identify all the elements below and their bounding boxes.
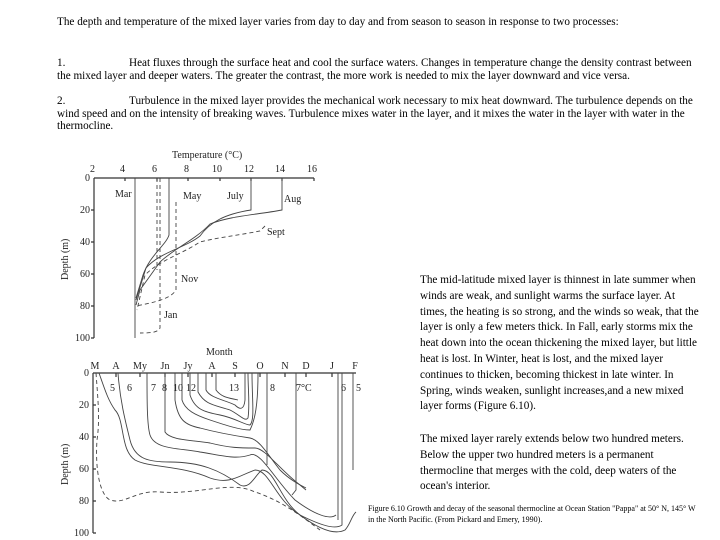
ytick: 100 <box>74 528 89 539</box>
curve-aug <box>136 178 282 305</box>
xtick: 16 <box>307 164 317 175</box>
xtick: O <box>256 361 264 372</box>
xtick: S <box>232 361 238 372</box>
xtick: 6 <box>152 164 157 175</box>
contour-label: 5 <box>356 383 361 394</box>
mixed-layer-seasonal-paragraph: The mid-latitude mixed layer is thinnest in late summer when winds are weak, and sunlight warms the surface layer. At times, the heating is so strong, and the winds so weak, that the layer is only a few meters thick. In Fall, early storms mix the heat down into the ocean thickening the mixed layer, but little heat is lost. In Winter, heat is lost, and the mixed layer continues to thicken, becoming thickest in late winter. In Spring, winds weaken, sunlight increases,and a new mixed layer forms (Figure 6.10). <box>420 274 699 413</box>
label-may: May <box>183 191 202 202</box>
process-1-text: Heat fluxes through the surface heat and cool the surface waters. Changes in temperature change the density contrast between the mixed layer and deeper waters. The greater the contrast, the more work is needed to mix the layer downward and vice versa. <box>57 57 692 82</box>
xtick: A <box>208 361 216 372</box>
xtick: 2 <box>90 164 95 175</box>
top-xlabel: Temperature (°C) <box>172 150 243 161</box>
bottom-xlabel: Month <box>206 347 233 358</box>
contour-label: 6 <box>341 383 346 394</box>
top-ylabel: Depth (m) <box>60 238 71 280</box>
contour-label: 7°C <box>296 383 312 394</box>
top-yticks <box>75 173 90 344</box>
xtick: D <box>302 361 310 372</box>
bottom-ylabel: Depth (m) <box>60 443 71 485</box>
ytick: 20 <box>80 205 90 216</box>
xtick: 4 <box>120 164 125 175</box>
ytick: 20 <box>79 400 89 411</box>
xtick: N <box>281 361 289 372</box>
label-jan: Jan <box>164 310 178 321</box>
process-2-text: Turbulence in the mixed layer provides the mechanical work necessary to mix heat downward. The turbulence depends on the wind speed and on the intensity of breaking waves. Turbulence mixes water in the layer, and it mixes the water in the layer with water in the thermocline. <box>57 95 693 133</box>
label-mar: Mar <box>115 189 132 200</box>
top-xticks <box>90 164 317 175</box>
figure-caption: Figure 6.10 Growth and decay of the seasonal thermocline at Ocean Station "Pappa" at 50° N, 145° W in the North Pacific. (From Pickard and Emery, 1990). <box>368 504 696 524</box>
ytick: 40 <box>80 237 90 248</box>
ytick: 60 <box>79 464 89 475</box>
xtick: Jn <box>160 361 170 372</box>
xtick: A <box>112 361 120 372</box>
xtick: 8 <box>184 164 189 175</box>
contour-label: 7 <box>151 383 156 394</box>
contour-lines <box>96 373 356 532</box>
intro-paragraph: The depth and temperature of the mixed layer varies from day to day and from season to season in response to two processes: <box>57 16 619 28</box>
contour-label: 10 <box>173 383 183 394</box>
contour-label: 5 <box>110 383 115 394</box>
label-july: July <box>227 191 244 202</box>
contour-label: 6 <box>127 383 132 394</box>
temperature-depth-profile-figure <box>60 150 317 344</box>
label-nov: Nov <box>181 274 199 285</box>
xtick: 10 <box>212 164 222 175</box>
xtick: My <box>133 361 147 372</box>
top-axes <box>91 178 314 338</box>
bottom-xticks <box>91 361 359 372</box>
bottom-yticks <box>74 368 89 539</box>
contour-label: 12 <box>186 383 196 394</box>
ytick: 80 <box>79 496 89 507</box>
label-sept: Sept <box>267 227 285 238</box>
process-2-number: 2. <box>57 95 66 107</box>
ytick: 100 <box>75 333 90 344</box>
contour-label: 8 <box>270 383 275 394</box>
ytick: 0 <box>85 173 90 184</box>
contour-labels <box>110 383 361 394</box>
process-1-number: 1. <box>57 57 66 69</box>
seasonal-thermocline-contour-figure <box>60 347 361 539</box>
xtick: Jy <box>183 361 193 372</box>
xtick: J <box>330 361 334 372</box>
ytick: 60 <box>80 269 90 280</box>
ytick: 80 <box>80 301 90 312</box>
mixed-layer-depth-paragraph: The mixed layer rarely extends below two hundred meters. Below the upper two hundred meters is a permanent thermocline that merges with the cold, deep waters of the ocean's interior. <box>420 433 684 493</box>
label-aug: Aug <box>284 194 302 205</box>
contour-label: 8 <box>162 383 167 394</box>
ytick: 40 <box>79 432 89 443</box>
curve-may <box>136 178 169 298</box>
ytick: 0 <box>84 368 89 379</box>
xtick: F <box>352 361 358 372</box>
contour-label: 13 <box>229 383 239 394</box>
xtick: 12 <box>244 164 254 175</box>
xtick: M <box>90 361 100 372</box>
xtick: 14 <box>275 164 285 175</box>
